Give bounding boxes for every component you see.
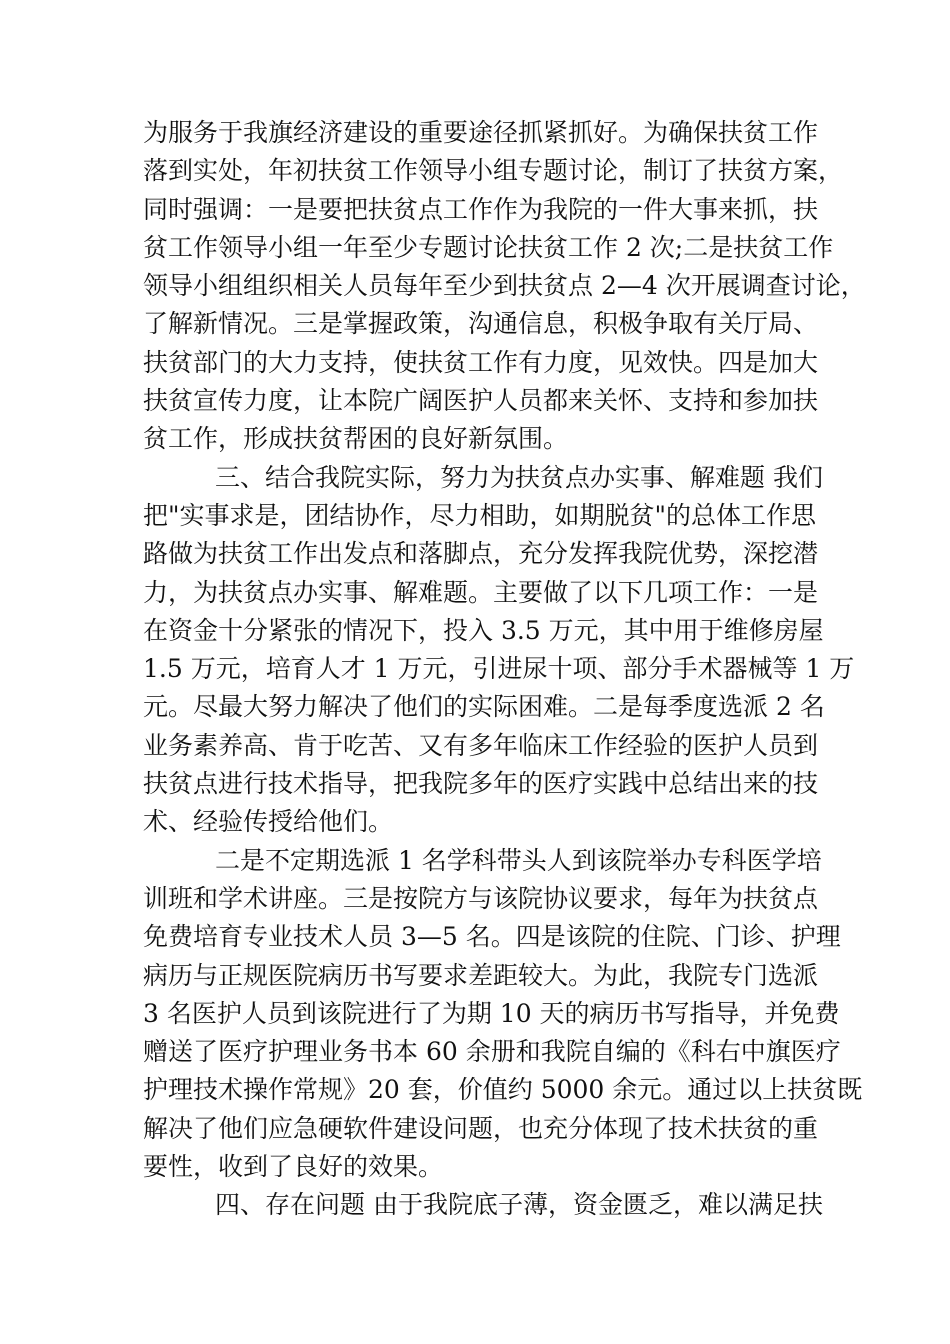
text-line: 训班和学术讲座。三是按院方与该院协议要求，每年为扶贫点 [143,883,819,913]
text-line: 赠送了医疗护理业务书本 60 余册和我院自编的《科右中旗医疗 [143,1037,841,1067]
text-line: 业务素养高、肯于吃苦、又有多年临床工作经验的医护人员到 [143,730,819,760]
paragraph-first-line: 二是不定期选派 1 名学科带头人到该院举办专科医学培 [215,845,822,875]
text-line: 1.5 万元，培育人才 1 万元，引进尿十项、部分手术器械等 1 万 [143,654,855,684]
text-line: 解决了他们应急硬软件建设问题，也充分体现了技术扶贫的重 [143,1113,819,1143]
paragraph-heading-line: 三、结合我院实际，努力为扶贫点办实事、解难题 我们 [215,462,823,492]
text-line: 3 名医护人员到该院进行了为期 10 天的病历书写指导，并免费 [143,998,840,1028]
text-line: 护理技术操作常规》20 套，价值约 5000 余元。通过以上扶贫既 [143,1075,863,1105]
text-line: 元。尽最大努力解决了他们的实际困难。二是每季度选派 2 名 [143,692,825,722]
document-body [143,114,866,1225]
text-line: 扶贫点进行技术指导，把我院多年的医疗实践中总结出来的技 [143,769,819,799]
text-line: 要性，收到了良好的效果。 [143,1152,444,1182]
text-line: 术、经验传授给他们。 [143,807,394,837]
text-line: 免费培育专业技术人员 3—5 名。四是该院的住院、门诊、护理 [143,922,841,952]
paragraph-heading-line: 四、存在问题 由于我院底子薄，资金匮乏，难以满足扶 [215,1190,823,1220]
text-line: 贫工作，形成扶贫帮困的良好新氛围。 [143,424,569,454]
text-line: 为服务于我旗经济建设的重要途径抓紧抓好。为确保扶贫工作 [143,118,819,147]
text-line: 路做为扶贫工作出发点和落脚点，充分发挥我院优势，深挖潜 [143,539,819,569]
text-line: 在资金十分紧张的情况下，投入 3.5 万元，其中用于维修房屋 [143,615,824,645]
text-line: 扶贫部门的大力支持，使扶贫工作有力度，见效快。四是加大 [143,347,819,377]
text-line: 扶贫宣传力度，让本院广阔医护人员都来关怀、支持和参加扶 [143,386,819,416]
text-line: 贫工作领导小组一年至少专题讨论扶贫工作 2 次;二是扶贫工作 [143,232,834,262]
text-line: 领导小组组织相关人员每年至少到扶贫点 2—4 次开展调查讨论， [143,271,866,301]
text-line: 病历与正规医院病历书写要求差距较大。为此，我院专门选派 [143,960,819,990]
text-line: 了解新情况。三是掌握政策，沟通信息，积极争取有关厅局、 [143,309,819,339]
text-line: 落到实处，年初扶贫工作领导小组专题讨论，制订了扶贫方案， [143,156,844,186]
text-line: 力，为扶贫点办实事、解难题。主要做了以下几项工作：一是 [143,577,819,607]
text-line: 同时强调：一是要把扶贫点工作作为我院的一件大事来抓，扶 [143,194,819,224]
text-line: 把"实事求是，团结协作，尽力相助，如期脱贫"的总体工作思 [143,500,817,530]
